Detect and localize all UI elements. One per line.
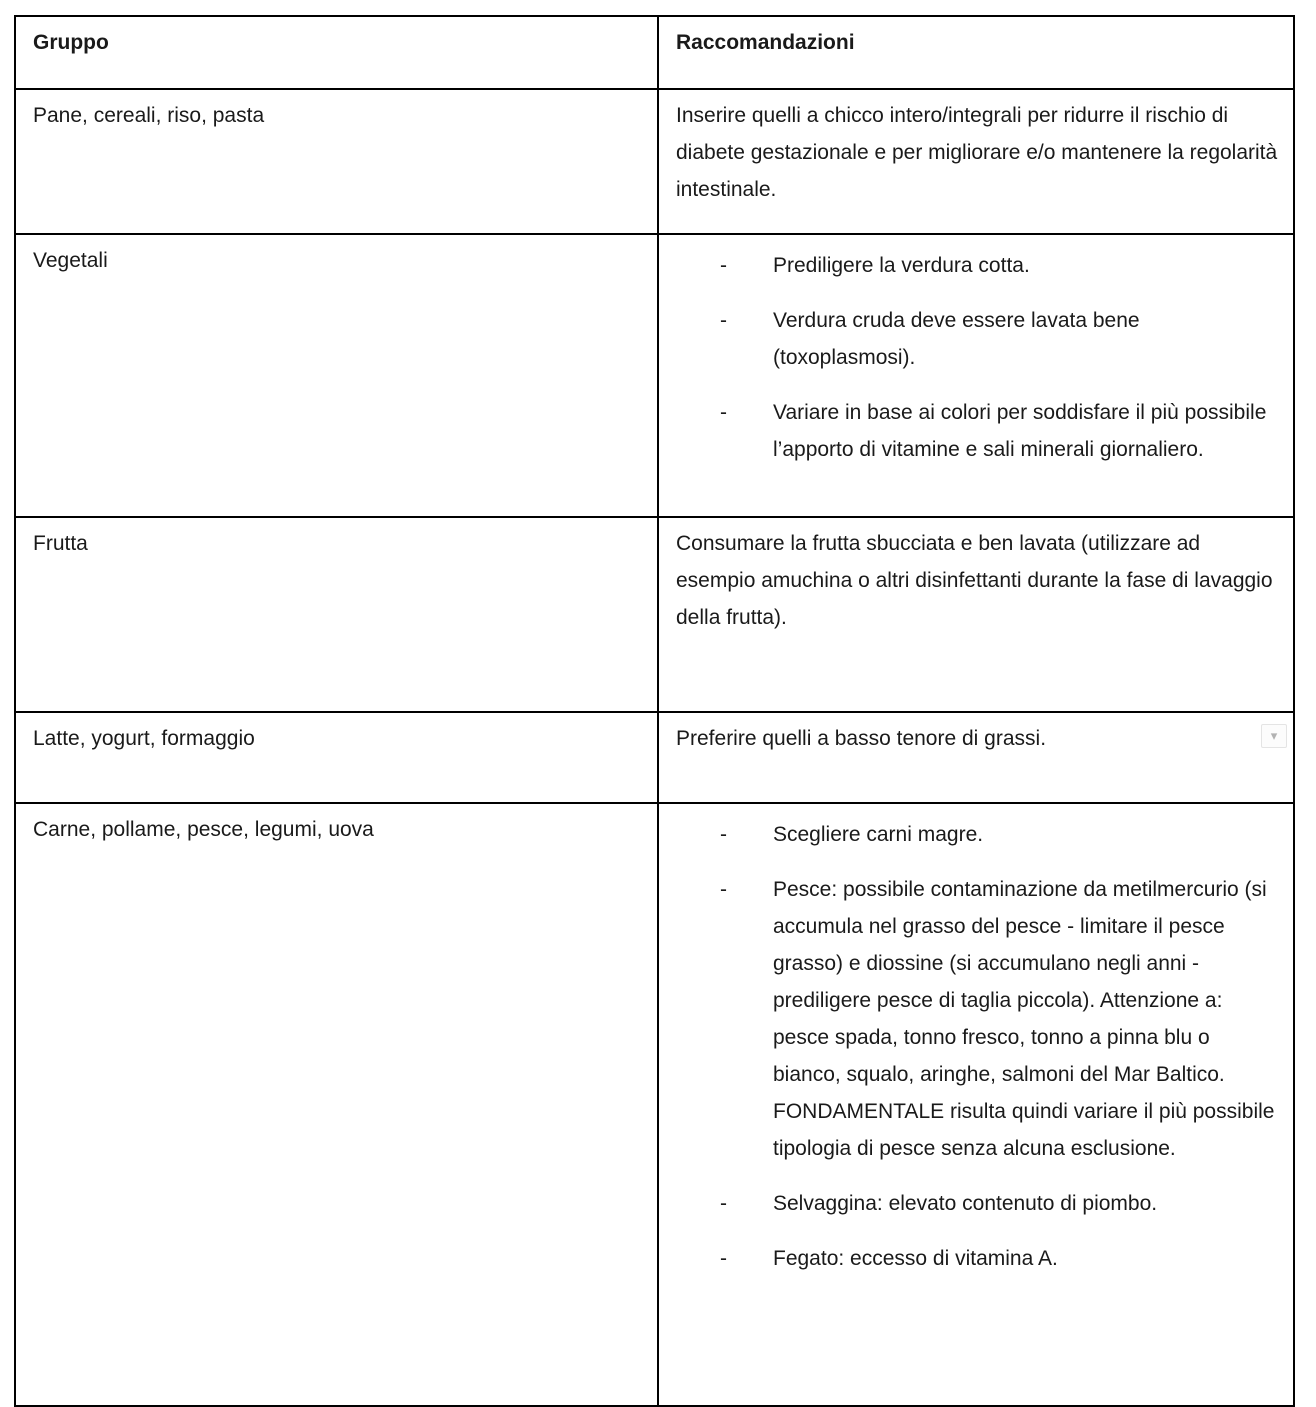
group-cell-frutta: Frutta	[15, 517, 658, 712]
column-header-gruppo: Gruppo	[15, 16, 658, 89]
list-item	[676, 302, 1283, 376]
bullet-marker: -	[720, 1192, 727, 1215]
recommendation-cell-frutta: Consumare la frutta sbucciata e ben lavata (utilizzare ad esempio amuchina o altri disinfettanti durante la fase di lavaggio della frutta).	[658, 517, 1294, 712]
bullet-marker: -	[720, 1247, 727, 1270]
list-item	[676, 1240, 1283, 1277]
table-options-dropdown-button[interactable]	[1261, 724, 1287, 748]
list-item	[676, 816, 1283, 853]
bullet-list	[676, 247, 1283, 468]
table-row	[15, 712, 1294, 803]
table-row	[15, 89, 1294, 234]
bullet-text: Selvaggina: elevato contenuto di piombo.	[773, 1192, 1158, 1215]
bullet-marker: -	[720, 309, 727, 332]
bullet-text: Verdura cruda deve essere lavata bene (toxoplasmosi).	[773, 309, 1140, 369]
bullet-text: Fegato: eccesso di vitamina A.	[773, 1247, 1058, 1270]
group-cell-latte: Latte, yogurt, formaggio	[15, 712, 658, 803]
bullet-marker: -	[720, 878, 727, 901]
bullet-text: Pesce: possibile contaminazione da metilmercurio (si accumula nel grasso del pesce - limitare il pesce grasso) e diossine (si accumulano negli anni - prediligere pesce di taglia piccola). Attenzione a: pesce spada, tonno fresco, tonno a pinna blu o bianco, squalo, aringhe, salmoni del Mar Baltico. FONDAMENTALE risulta quindi variare il più possibile tipologia di pesce senza alcuna esclusione.	[773, 878, 1275, 1160]
table-header-row	[15, 16, 1294, 89]
table-row	[15, 803, 1294, 1406]
column-header-raccomandazioni: Raccomandazioni	[658, 16, 1294, 89]
group-cell-vegetali: Vegetali	[15, 234, 658, 517]
list-item	[676, 1185, 1283, 1222]
bullet-list	[676, 816, 1283, 1277]
recommendation-cell-carne	[658, 803, 1294, 1406]
bullet-marker: -	[720, 254, 727, 277]
bullet-text: Variare in base ai colori per soddisfare il più possibile l’apporto di vitamine e sali minerali giornaliero.	[773, 401, 1267, 461]
list-item	[676, 247, 1283, 284]
bullet-marker: -	[720, 401, 727, 424]
table-row	[15, 234, 1294, 517]
recommendation-cell-vegetali	[658, 234, 1294, 517]
group-cell-carne: Carne, pollame, pesce, legumi, uova	[15, 803, 658, 1406]
list-item	[676, 394, 1283, 468]
table-row	[15, 517, 1294, 712]
list-item	[676, 871, 1283, 1167]
chevron-down-icon: ▾	[1270, 727, 1278, 743]
bullet-marker: -	[720, 823, 727, 846]
bullet-text: Prediligere la verdura cotta.	[773, 254, 1030, 277]
recommendation-cell-latte: Preferire quelli a basso tenore di grassi.	[658, 712, 1294, 803]
group-cell-pane-cereali: Pane, cereali, riso, pasta	[15, 89, 658, 234]
food-recommendations-table	[14, 15, 1295, 1407]
bullet-text: Scegliere carni magre.	[773, 823, 984, 846]
recommendation-cell-pane-cereali: Inserire quelli a chicco intero/integrali per ridurre il rischio di diabete gestazionale e per migliorare e/o mantenere la regolarità intestinale.	[658, 89, 1294, 234]
